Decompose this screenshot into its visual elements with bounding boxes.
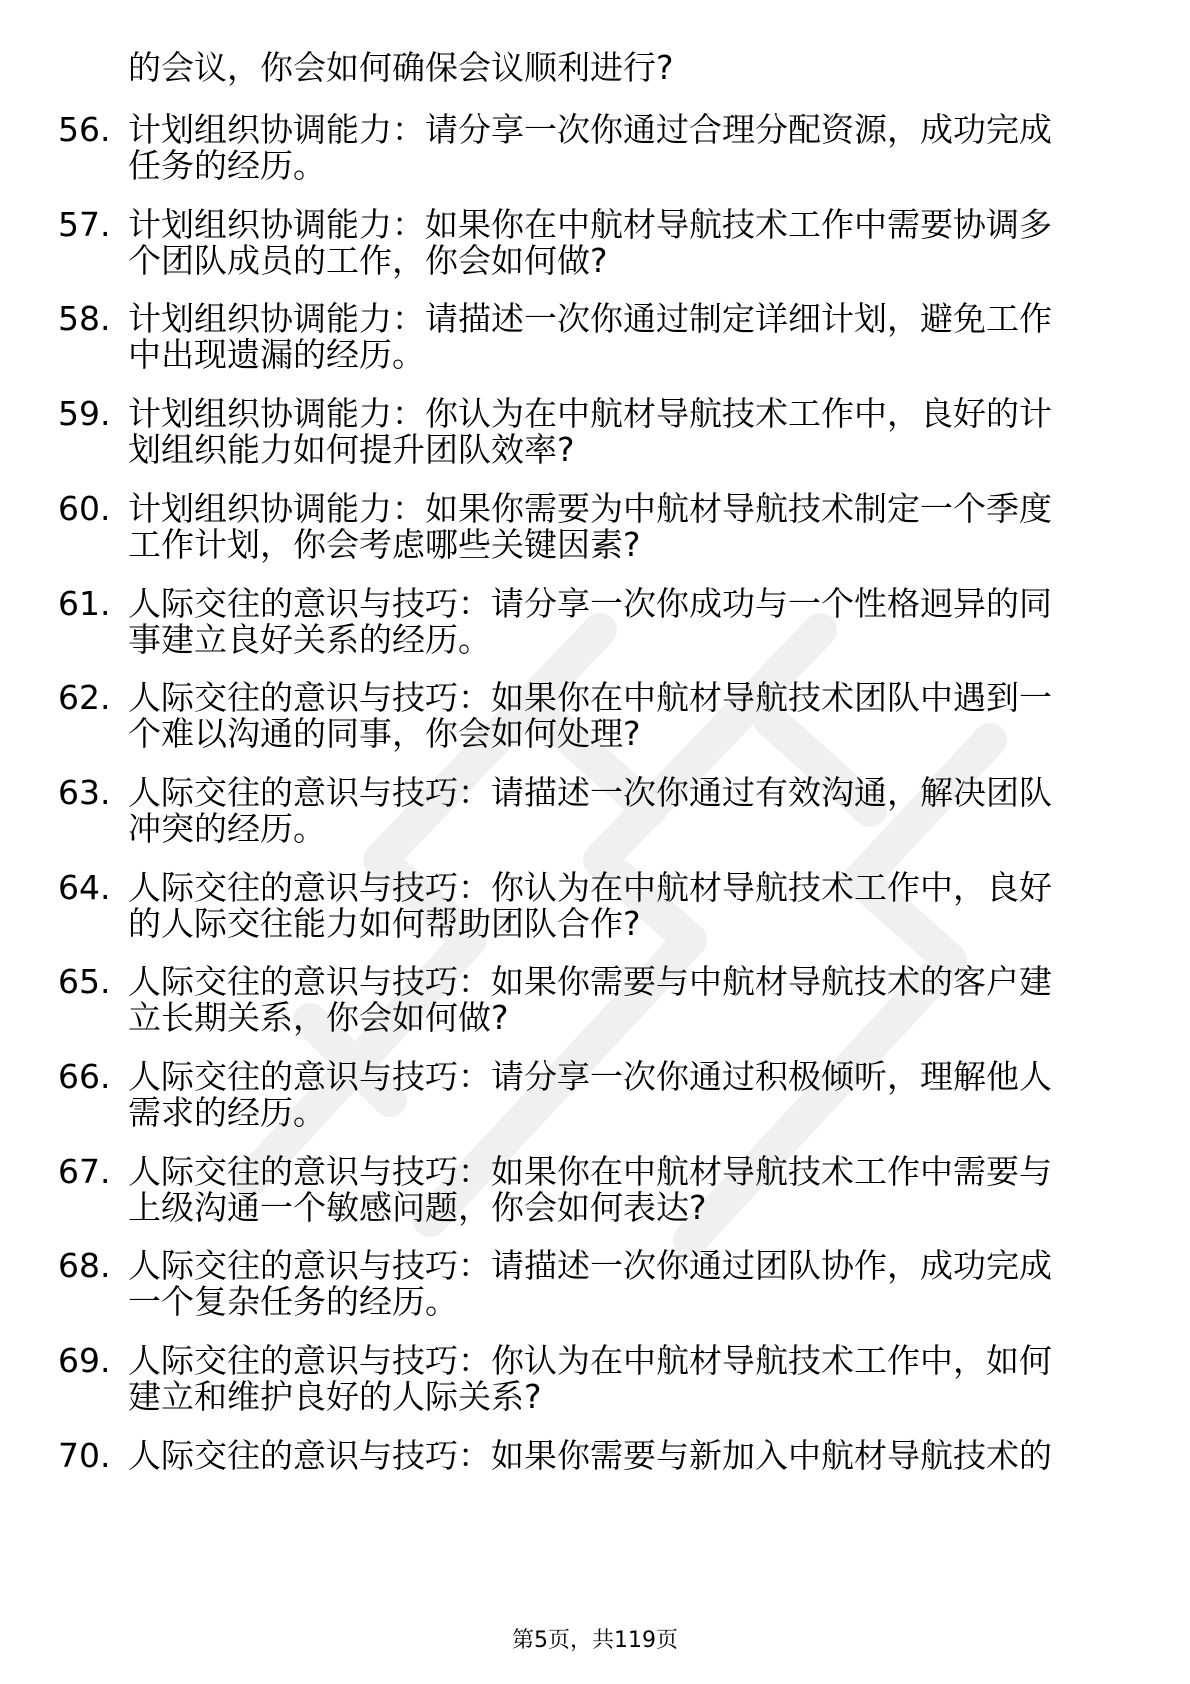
question-text-line: 上级沟通一个敏感问题，你会如何表达? [128, 1187, 707, 1227]
question-text-line: 人际交往的意识与技巧：请描述一次你通过团队协作，成功完成 [128, 1246, 1052, 1286]
question-text-line: 建立和维护良好的人际关系? [128, 1377, 542, 1417]
question-text-line: 中出现遗漏的经历。 [128, 335, 425, 375]
question-number: 66. [58, 1057, 111, 1096]
question-number: 59. [58, 394, 111, 434]
question-text-line: 人际交往的意识与技巧：如果你需要与新加入中航材导航技术的 [128, 1435, 1052, 1475]
question-number: 57. [58, 204, 111, 244]
question-text-line: 任务的经历。 [128, 146, 326, 185]
question-text-line: 计划组织协调能力：你认为在中航材导航技术工作中，良好的计 [128, 394, 1052, 434]
question-number: 62. [58, 678, 111, 718]
question-text-line: 计划组织协调能力：如果你需要为中航材导航技术制定一个季度 [128, 488, 1052, 528]
question-text-line: 人际交往的意识与技巧：如果你在中航材导航技术工作中需要与 [128, 1151, 1052, 1191]
question-text-line: 个团队成员的工作，你会如何做? [128, 240, 608, 280]
continuation-text: 的会议，你会如何确保会议顺利进行? [128, 48, 674, 87]
page-footer: 第5页，共119页 [512, 1628, 678, 1653]
question-text-line: 人际交往的意识与技巧：你认为在中航材导航技术工作中，如何 [128, 1341, 1052, 1381]
question-text-line: 个难以沟通的同事，你会如何处理? [128, 714, 641, 754]
question-text-line: 人际交往的意识与技巧：请描述一次你通过有效沟通，解决团队 [128, 772, 1052, 812]
question-text-line: 人际交往的意识与技巧：你认为在中航材导航技术工作中，良好 [128, 867, 1052, 907]
question-text-line: 人际交往的意识与技巧：请分享一次你通过积极倾听，理解他人 [128, 1057, 1052, 1096]
question-text-line: 工作计划，你会考虑哪些关键因素? [128, 524, 641, 564]
question-text-line: 划组织能力如何提升团队效率? [128, 430, 575, 470]
question-text-line: 计划组织协调能力：请描述一次你通过制定详细计划，避免工作 [128, 299, 1052, 339]
question-text-line: 人际交往的意识与技巧：如果你在中航材导航技术团队中遇到一 [128, 678, 1052, 718]
question-text-line: 的人际交往能力如何帮助团队合作? [128, 903, 641, 943]
question-text-line: 一个复杂任务的经历。 [128, 1282, 458, 1322]
question-number: 67. [58, 1151, 111, 1191]
question-number: 64. [58, 867, 111, 907]
question-text-line: 人际交往的意识与技巧：如果你需要与中航材导航技术的客户建 [128, 962, 1052, 1002]
question-number: 69. [58, 1341, 111, 1381]
question-text-line: 人际交往的意识与技巧：请分享一次你成功与一个性格迥异的同 [128, 583, 1052, 623]
question-number: 61. [58, 583, 111, 623]
question-number: 70. [58, 1435, 111, 1475]
question-number: 60. [58, 488, 111, 528]
question-number: 58. [58, 299, 111, 339]
question-number: 68. [58, 1246, 111, 1286]
question-text-line: 计划组织协调能力：请分享一次你通过合理分配资源，成功完成 [128, 110, 1052, 149]
question-number: 63. [58, 772, 111, 812]
question-text-line: 冲突的经历。 [128, 808, 326, 848]
question-text-line: 事建立良好关系的经历。 [128, 619, 491, 659]
question-text-line: 立长期关系，你会如何做? [128, 998, 509, 1038]
question-text-line: 需求的经历。 [128, 1093, 326, 1132]
question-number: 56. [58, 110, 111, 149]
question-number: 65. [58, 962, 111, 1002]
question-text-line: 计划组织协调能力：如果你在中航材导航技术工作中需要协调多 [128, 204, 1052, 244]
